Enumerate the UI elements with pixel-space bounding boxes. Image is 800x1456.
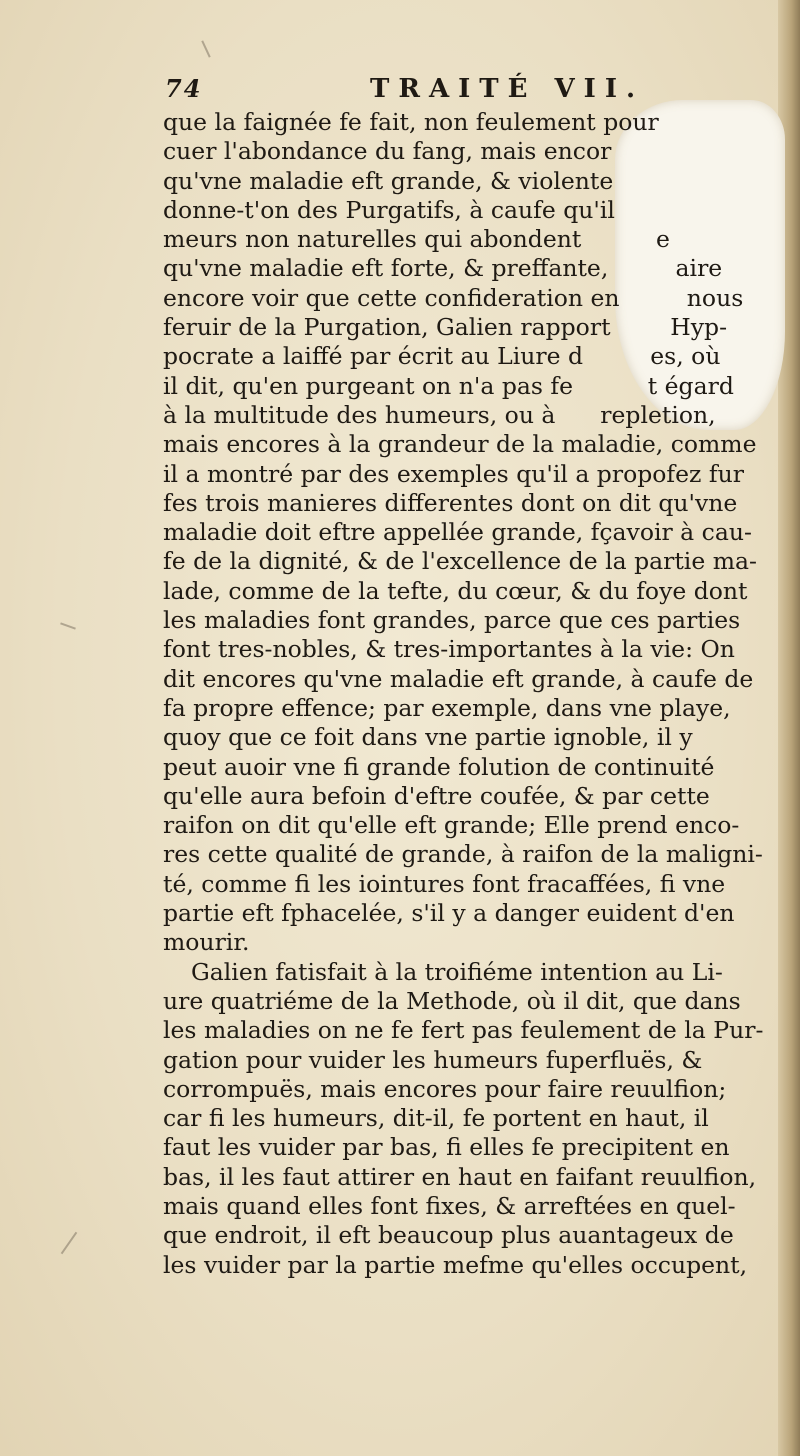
text-line: res cette qualité de grande, à raifon de la maligni- xyxy=(163,840,763,869)
text-line: les maladies on ne fe fert pas feulement de la Pur- xyxy=(163,1016,764,1045)
text-line: dit encores qu'vne maladie eft grande, à caufe de xyxy=(163,664,754,693)
text-line: Galien fatisfait à la troifiéme intention au Li- xyxy=(191,957,723,986)
text-line: fes trois manieres differentes dont on dit qu'vne xyxy=(163,488,738,517)
text-line: partie eft fphacelée, s'il y a danger euident d'en xyxy=(163,899,735,928)
text-line: font tres-nobles, & tres-importantes à la vie: On xyxy=(163,635,735,664)
text-line: que endroit, il eft beaucoup plus auantageux de xyxy=(163,1221,734,1250)
text-line: donne-t'on des Purgatifs, à caufe qu'il xyxy=(163,195,615,224)
text-line: qu'vne maladie eft forte, & preffante, aire xyxy=(163,254,723,283)
text-line: que la faignée fe fait, non feulement pour xyxy=(163,108,659,136)
text-line: meurs non naturelles qui abondent e xyxy=(163,225,670,254)
text-line: quoy que ce foit dans vne partie ignoble, il y xyxy=(163,723,693,752)
text-line: encore voir que cette confideration en nous xyxy=(163,283,744,312)
text-line: fe de la dignité, & de l'excellence de la partie ma- xyxy=(163,547,757,576)
page-number: 74 xyxy=(165,74,203,103)
text-line: il a montré par des exemples qu'il a propofez fur xyxy=(163,459,744,488)
text-line: mourir. xyxy=(163,928,250,957)
page-header xyxy=(165,72,765,112)
text-line: bas, il les faut attirer en haut en faifant reuulfion, xyxy=(163,1162,757,1191)
text-line: gation pour vuider les humeurs fuperfluës, & xyxy=(163,1045,703,1074)
text-line: ure quatriéme de la Methode, où il dit, que dans xyxy=(163,986,741,1015)
text-line: lade, comme de la tefte, du cœur, & du foye dont xyxy=(163,576,748,605)
margin-mark xyxy=(60,622,76,629)
text-line: peut auoir vne fi grande folution de continuité xyxy=(163,752,715,781)
running-title: TRAITÉ VII. xyxy=(370,74,645,104)
text-line: cuer l'abondance du fang, mais encor xyxy=(163,137,612,166)
text-line: car fi les humeurs, dit-il, fe portent en haut, il xyxy=(163,1104,709,1133)
text-line: té, comme fi les iointures font fracaffées, fi vne xyxy=(163,869,726,898)
text-line: maladie doit eftre appellée grande, fçavoir à cau- xyxy=(163,518,752,547)
text-line: pocrate a laiffé par écrit au Liure d es, où xyxy=(163,342,721,371)
text-line: à la multitude des humeurs, ou à repletion, xyxy=(163,400,716,429)
text-line: les vuider par la partie mefme qu'elles occupent, xyxy=(163,1250,748,1279)
text-line: corrompuës, mais encores pour faire reuulfion; xyxy=(163,1074,727,1103)
text-line: faut les vuider par bas, fi elles fe precipitent en xyxy=(163,1133,730,1162)
text-line: qu'elle aura befoin d'eftre coufée, & par cette xyxy=(163,781,710,810)
text-line: feruir de la Purgation, Galien rapport Hyp- xyxy=(163,313,728,342)
text-line: mais quand elles font fixes, & arreftées en quel- xyxy=(163,1191,736,1220)
margin-mark xyxy=(201,40,210,57)
text-line: les maladies font grandes, parce que ces parties xyxy=(163,606,741,635)
text-line: il dit, qu'en purgeant on n'a pas fe t égard xyxy=(163,371,734,400)
text-line: fa propre effence; par exemple, dans vne playe, xyxy=(163,693,731,722)
margin-mark xyxy=(61,1232,78,1254)
text-line: raifon on dit qu'elle eft grande; Elle prend enco- xyxy=(163,811,740,840)
text-line: qu'vne maladie eft grande, & violente xyxy=(163,166,614,195)
body-text xyxy=(163,108,773,1280)
text-line: mais encores à la grandeur de la maladie, comme xyxy=(163,430,757,459)
